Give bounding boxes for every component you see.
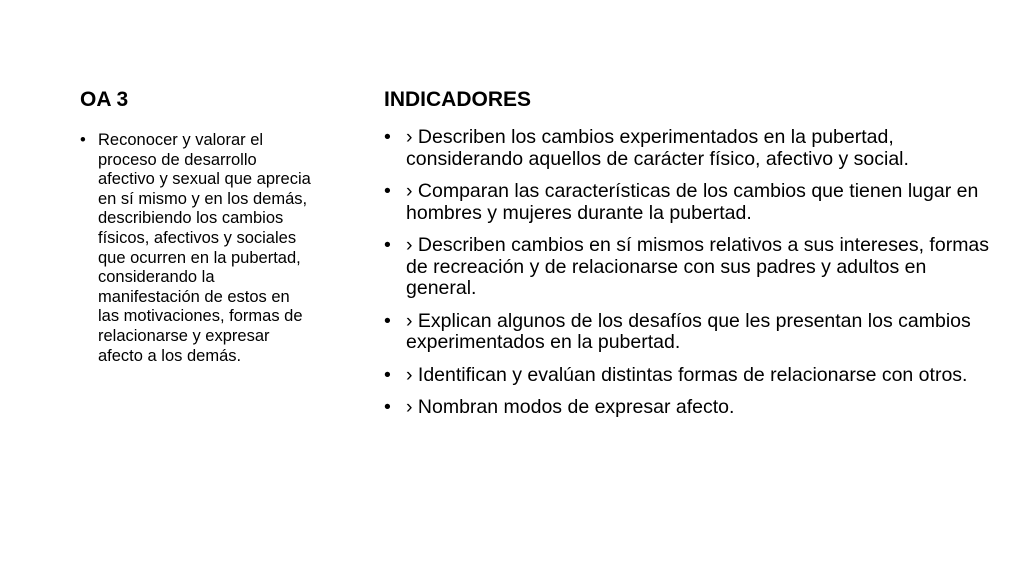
- bullet-icon: •: [384, 180, 391, 202]
- bullet-icon: •: [384, 126, 391, 148]
- bullet-icon: •: [384, 363, 391, 386]
- indicators-column: [384, 86, 994, 419]
- indicators-list: [384, 127, 994, 419]
- indicator-item: [384, 235, 994, 300]
- indicator-item-text: › Identifican y evalúan distintas formas de relacionarse con otros.: [406, 363, 968, 386]
- indicator-item-text: › Describen los cambios experimentados en la pubertad, considerando aquellos de carácter físico, afectivo y social.: [406, 126, 909, 170]
- objective-item-text: Reconocer y valorar el proceso de desarrollo afectivo y sexual que aprecia en sí mismo y en los demás, describiendo los cambios físicos, afectivos y sociales que ocurren en la pubertad, considerando la manifestación de estos en las motivaciones, formas de relacionarse y expresar afecto a los demás.: [98, 131, 311, 365]
- objective-column: [80, 86, 312, 366]
- indicator-item-text: › Comparan las características de los cambios que tienen lugar en hombres y mujeres durante la pubertad.: [406, 180, 979, 224]
- indicator-item: [384, 127, 994, 170]
- indicator-item: [384, 365, 994, 387]
- indicator-item: [384, 181, 994, 224]
- indicator-item-text: › Explican algunos de los desafíos que les presentan los cambios experimentados en la pubertad.: [406, 309, 971, 353]
- indicator-item: [384, 311, 994, 354]
- indicators-heading: INDICADORES: [384, 88, 532, 111]
- indicator-item-text: › Nombran modos de expresar afecto.: [406, 396, 735, 418]
- bullet-icon: •: [80, 131, 86, 149]
- bullet-icon: •: [384, 396, 391, 418]
- bullet-icon: •: [384, 309, 391, 332]
- objective-heading: OA 3: [80, 88, 129, 111]
- objective-list: [80, 131, 312, 366]
- bullet-icon: •: [384, 234, 391, 256]
- objective-item: [80, 131, 312, 366]
- indicator-item: [384, 397, 994, 419]
- indicator-item-text: › Describen cambios en sí mismos relativos a sus intereses, formas de recreación y de relacionarse con sus padres y adultos en general.: [406, 234, 990, 299]
